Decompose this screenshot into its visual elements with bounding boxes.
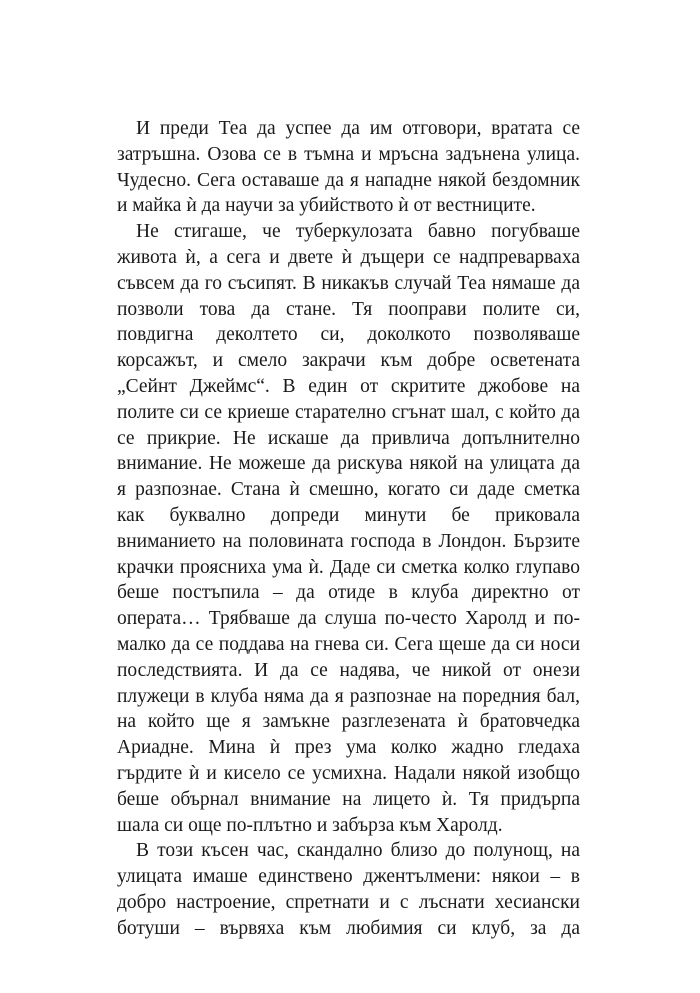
text-line: вниманието на половината господа в Лондон. Бързите xyxy=(117,530,580,552)
text-line: я разпознае. Стана ѝ смешно, когато си даде сметка xyxy=(117,479,580,501)
text-line: малко да се поддава на гнева си. Сега щеше да си носи xyxy=(117,633,580,655)
text-line: на който ще я замъкне разглезената ѝ братовчедка xyxy=(117,711,580,733)
text-line: улицата имаше единствено джентълмени: някои – в xyxy=(117,866,580,888)
text-line: шала си още по-плътно и забърза към Харолд. xyxy=(117,814,503,836)
text-line: ботуши – вървяха към любимия си клуб, за да xyxy=(117,917,580,939)
text-line: В този късен час, скандално близо до полунощ, на xyxy=(136,840,580,862)
text-line: внимание. Не можеше да рискува някой на улицата да xyxy=(117,453,580,475)
text-line: полите си се криеше старателно сгънат шал, с който да xyxy=(117,401,580,423)
text-line: добро настроение, спретнати и с лъснати хесиански xyxy=(117,891,580,913)
text-line: крачки проясниха ума ѝ. Даде си сметка колко глупаво xyxy=(117,556,580,578)
text-line: корсажът, и смело закрачи към добре осветената xyxy=(117,350,580,372)
text-line: се прикрие. Не искаше да привлича допълнително xyxy=(117,427,580,449)
text-line: гърдите ѝ и кисело се усмихна. Надали някой изобщо xyxy=(117,762,580,784)
text-line: беше постъпила – да отиде в клуба директно от xyxy=(117,582,580,604)
text-line: И преди Теа да успее да им отговори, вратата се xyxy=(136,118,580,139)
text-line: как буквално допреди минути бе приковала xyxy=(117,504,580,526)
text-line: беше обърнал внимание на лицето ѝ. Тя придърпа xyxy=(117,788,580,810)
text-line: позволи това да стане. Тя пооправи полите си, xyxy=(117,298,580,320)
text-line: съвсем да го съсипят. В никакъв случай Теа нямаше да xyxy=(117,272,580,294)
text-line: живота ѝ, а сега и двете ѝ дъщери се надпреварваха xyxy=(117,246,580,268)
text-line: „Сейнт Джеймс“. В един от скритите джобове на xyxy=(117,375,580,397)
text-line: затръшна. Озова се в тъмна и мръсна задънена улица. xyxy=(117,143,580,165)
text-line: последствията. И да се надява, че никой от онези xyxy=(117,659,580,681)
body-text xyxy=(117,116,580,942)
text-line: операта… Трябваше да слуша по-често Харолд и по- xyxy=(117,608,580,630)
text-line: Не стигаше, че туберкулозата бавно погубваше xyxy=(136,221,580,243)
text-line: и майка ѝ да научи за убийството ѝ от вестниците. xyxy=(117,195,536,217)
text-line: Ариадне. Мина ѝ през ума колко жадно гледаха xyxy=(117,737,580,759)
text-line: Чудесно. Сега оставаше да я нападне някой бездомник xyxy=(117,169,580,191)
text-line: плужеци в клуба няма да я разпознае на поредния бал, xyxy=(117,685,580,707)
text-line: повдигна деколтето си, доколкото позволяваше xyxy=(117,324,580,346)
